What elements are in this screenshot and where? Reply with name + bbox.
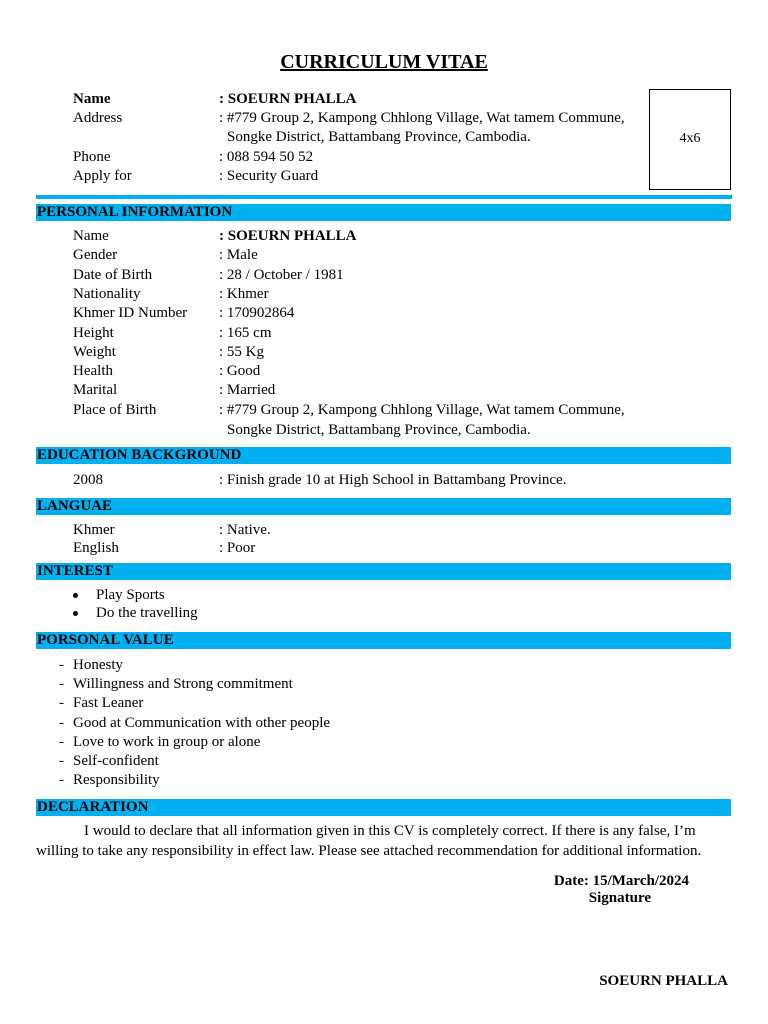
photo-placeholder — [649, 89, 731, 190]
personal-info-label: Height — [73, 324, 114, 341]
section-header-personal: PERSONAL INFORMATION — [36, 204, 731, 221]
header-apply-label: Apply for — [73, 168, 132, 184]
bullet-icon — [73, 593, 78, 598]
personal-info-row — [73, 266, 728, 285]
personal-value-text: Honesty — [73, 657, 123, 673]
language-row — [73, 539, 728, 558]
personal-info-value: : Married — [219, 382, 276, 399]
personal-info-row — [73, 324, 728, 343]
header-name-value: : SOEURN PHALLA — [219, 91, 357, 107]
photo-size-label: 4x6 — [679, 130, 701, 146]
header-address-row — [73, 109, 728, 128]
personal-value-text: Responsibility — [73, 772, 160, 789]
declaration-text-line1: I would to declare that all information given in this CV is completely correct. If there is any false, I’m — [84, 823, 696, 839]
dash-marker: - — [59, 676, 64, 693]
header-phone-row — [73, 148, 728, 167]
dash-marker: - — [59, 733, 64, 750]
declaration-date: Date: 15/March/2024 — [553, 873, 689, 889]
personal-info-value: : Male — [219, 247, 258, 264]
header-phone-label: Phone — [73, 149, 111, 165]
education-detail: : Finish grade 10 at High School in Battambang Province. — [219, 472, 567, 488]
education-year: 2008 — [73, 472, 103, 488]
personal-info-value: : Good — [219, 363, 261, 380]
bullet-icon — [73, 611, 78, 616]
personal-info-label: Marital — [73, 382, 118, 399]
personal-value-text: Fast Leaner — [73, 695, 144, 712]
interest-text: Do the travelling — [96, 605, 198, 621]
personal-info-value: : Khmer — [219, 285, 269, 302]
section-header-declaration: DECLARATION — [36, 799, 731, 816]
dash-marker: - — [59, 772, 64, 789]
language-label: Khmer — [73, 522, 115, 538]
header-phone-value: : 088 594 50 52 — [219, 149, 314, 165]
section-header-personal-value: PORSONAL VALUE — [36, 632, 731, 649]
header-name-row — [73, 90, 728, 109]
personal-info-value: : 170902864 — [219, 305, 295, 322]
language-level: : Native. — [219, 522, 271, 538]
section-header-interest: INTEREST — [36, 563, 731, 580]
personal-info-row — [73, 227, 728, 246]
header-address-line2: Songke District, Battambang Province, Cambodia. — [227, 129, 531, 145]
personal-info-label: Date of Birth — [73, 266, 153, 283]
personal-info-value: : #779 Group 2, Kampong Chhlong Village, Wat tamem Commune, — [219, 401, 625, 418]
personal-info-row — [73, 381, 728, 400]
personal-info-row — [73, 343, 728, 362]
education-row — [73, 471, 728, 490]
personal-value-text: Self-confident — [73, 753, 159, 769]
personal-info-label: Place of Birth — [73, 401, 157, 418]
personal-info-value: : 55 Kg — [219, 343, 264, 360]
dash-marker: - — [59, 714, 64, 731]
section-header-education: EDUCATION BACKGROUND — [36, 447, 731, 464]
personal-info-label: Nationality — [73, 285, 141, 302]
personal-info-row — [73, 401, 728, 420]
signature-label: Signature — [588, 890, 651, 906]
personal-info-value: : SOEURN PHALLA — [219, 228, 357, 244]
personal-info-row — [73, 362, 728, 381]
personal-value-text: Love to work in group or alone — [73, 733, 261, 750]
dash-marker: - — [59, 657, 64, 673]
header-address-value: : #779 Group 2, Kampong Chhlong Village, Wat tamem Commune, — [219, 110, 625, 126]
language-level: : Poor — [219, 540, 256, 556]
birth-place-line2: Songke District, Battambang Province, Cambodia. — [227, 422, 531, 438]
personal-info-value: : 28 / October / 1981 — [219, 266, 344, 283]
interest-text: Play Sports — [96, 587, 165, 603]
language-label: English — [73, 540, 119, 556]
personal-info-row — [73, 246, 728, 265]
personal-info-label: Gender — [73, 247, 118, 264]
language-row — [73, 521, 728, 540]
personal-info-row — [73, 285, 728, 304]
header-name-label: Name — [73, 91, 111, 107]
personal-value-text: Good at Communication with other people — [73, 714, 331, 731]
personal-info-label: Khmer ID Number — [73, 305, 188, 322]
header-apply-row — [73, 167, 728, 186]
cv-title: CURRICULUM VITAE — [280, 51, 488, 73]
header-address-label: Address — [73, 110, 123, 126]
personal-info-row — [73, 304, 728, 323]
signer-name: SOEURN PHALLA — [599, 973, 728, 989]
personal-info-label: Name — [73, 228, 109, 244]
personal-value-text: Willingness and Strong commitment — [73, 676, 293, 693]
header-apply-value: : Security Guard — [219, 168, 319, 184]
dash-marker: - — [59, 753, 64, 769]
section-header-language: LANGUAE — [36, 498, 731, 515]
personal-info-label: Weight — [73, 343, 116, 360]
personal-info-label: Health — [73, 363, 113, 380]
header-divider — [36, 195, 732, 199]
personal-info-value: : 165 cm — [219, 324, 272, 341]
declaration-text-line2: willing to take any responsibility in effect law. Please see attached recommendation for additional information. — [36, 843, 702, 859]
dash-marker: - — [59, 695, 64, 712]
